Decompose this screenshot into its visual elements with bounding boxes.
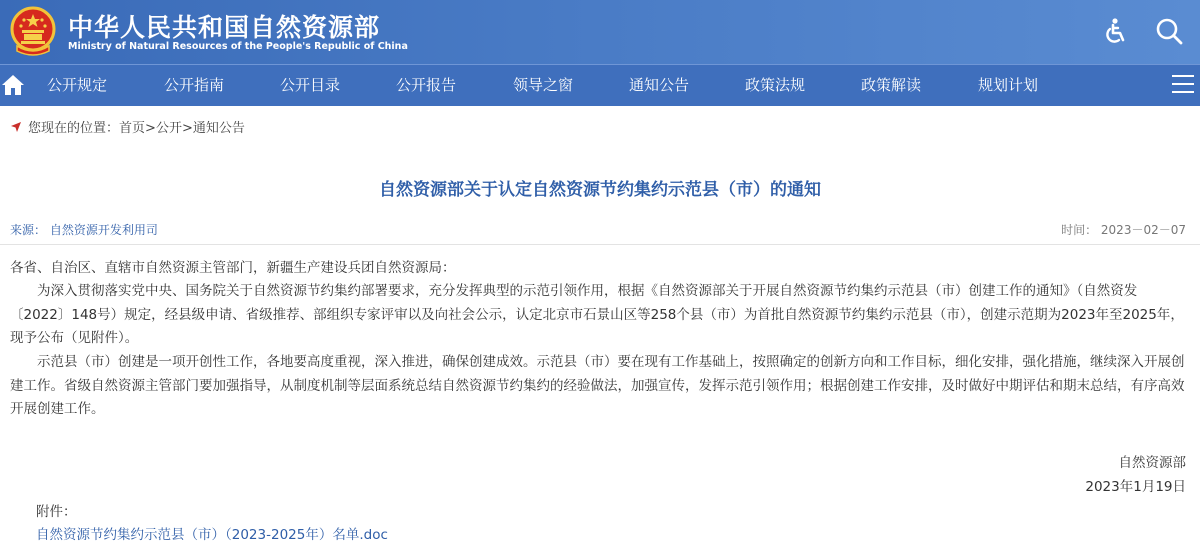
nav-item-disclosure-catalog[interactable]: 公开目录	[280, 76, 341, 94]
breadcrumb	[10, 117, 245, 136]
breadcrumb-prefix: 您现在的位置：	[28, 121, 120, 136]
breadcrumb-home[interactable]: 首页	[119, 121, 146, 136]
nav-item-leaders-window[interactable]: 领导之窗	[513, 76, 574, 94]
article-meta	[0, 219, 1200, 245]
nav-item-policies-regulations[interactable]: 政策法规	[745, 76, 806, 94]
breadcrumb-separator: >	[181, 121, 193, 136]
attachment-link[interactable]: 自然资源节约集约示范县（市）（2023-2025年）名单.doc	[36, 527, 388, 543]
search-icon[interactable]	[1154, 16, 1184, 46]
breadcrumb-separator: >	[145, 121, 156, 136]
article-paragraph: 示范县（市）创建是一项开创性工作，各地要高度重视，深入推进，确保创建成效。示范县（市）要在现有工作基础上，按照确定的创新方向和工作目标，细化安排，强化措施，继续深入开展创建工作。省级自然资源主管部门要加强指导，从制度机制等层面系统总结自然资源节约集约的经验做法，加强宣传，发挥示范引领作用；根据创建工作安排，及时做好中期评估和期末总结，有序高效开展创建工作。	[10, 354, 1185, 417]
breadcrumb-current[interactable]: 通知公告	[192, 121, 245, 136]
nav-item-disclosure-guide[interactable]: 公开指南	[164, 76, 225, 94]
nav-item-disclosure-report[interactable]: 公开报告	[396, 76, 457, 94]
nav-item-disclosure-rules[interactable]: 公开规定	[47, 76, 108, 94]
article-title: 自然资源部关于认定自然资源节约集约示范县（市）的通知	[379, 180, 821, 200]
emblem-icon[interactable]	[8, 6, 58, 58]
signature-org: 自然资源部	[1118, 455, 1186, 471]
site-title-en[interactable]: Ministry of Natural Resources of the People's Republic of China	[68, 41, 408, 52]
nav-item-policy-interpretation[interactable]: 政策解读	[861, 76, 922, 94]
attachment-label: 附件：	[36, 504, 77, 520]
site-header	[0, 0, 1200, 64]
article-source: 来源： 自然资源开发利用司	[10, 223, 158, 237]
home-icon[interactable]	[1, 74, 25, 96]
article-time: 时间： 2023－02－07	[1061, 223, 1186, 237]
article-salutation: 各省、自治区、直辖市自然资源主管部门，新疆生产建设兵团自然资源局：	[10, 260, 456, 276]
site-title-cn[interactable]: 中华人民共和国自然资源部	[68, 13, 381, 42]
signature-date: 2023年1月19日	[1085, 479, 1186, 495]
accessibility-icon[interactable]	[1100, 16, 1130, 46]
main-nav	[0, 64, 1200, 106]
breadcrumb-section[interactable]: 公开	[155, 121, 182, 136]
nav-item-plans[interactable]: 规划计划	[978, 76, 1039, 94]
location-arrow-icon	[10, 121, 22, 133]
hamburger-menu-icon[interactable]	[1172, 75, 1194, 95]
nav-item-notices[interactable]: 通知公告	[629, 76, 690, 94]
article-paragraph: 为深入贯彻落实党中央、国务院关于自然资源节约集约部署要求，充分发挥典型的示范引领作用，根据《自然资源部关于开展自然资源节约集约示范县（市）创建工作的通知》（自然资发〔2022〕148号）规定，经县级申请、省级推荐、部组织专家评审以及向社会公示，认定北京市石景山区等258个县（市）为首批自然资源节约集约示范县（市），创建示范期为2023年至2025年，现予公布（见附件）。	[10, 283, 1184, 346]
